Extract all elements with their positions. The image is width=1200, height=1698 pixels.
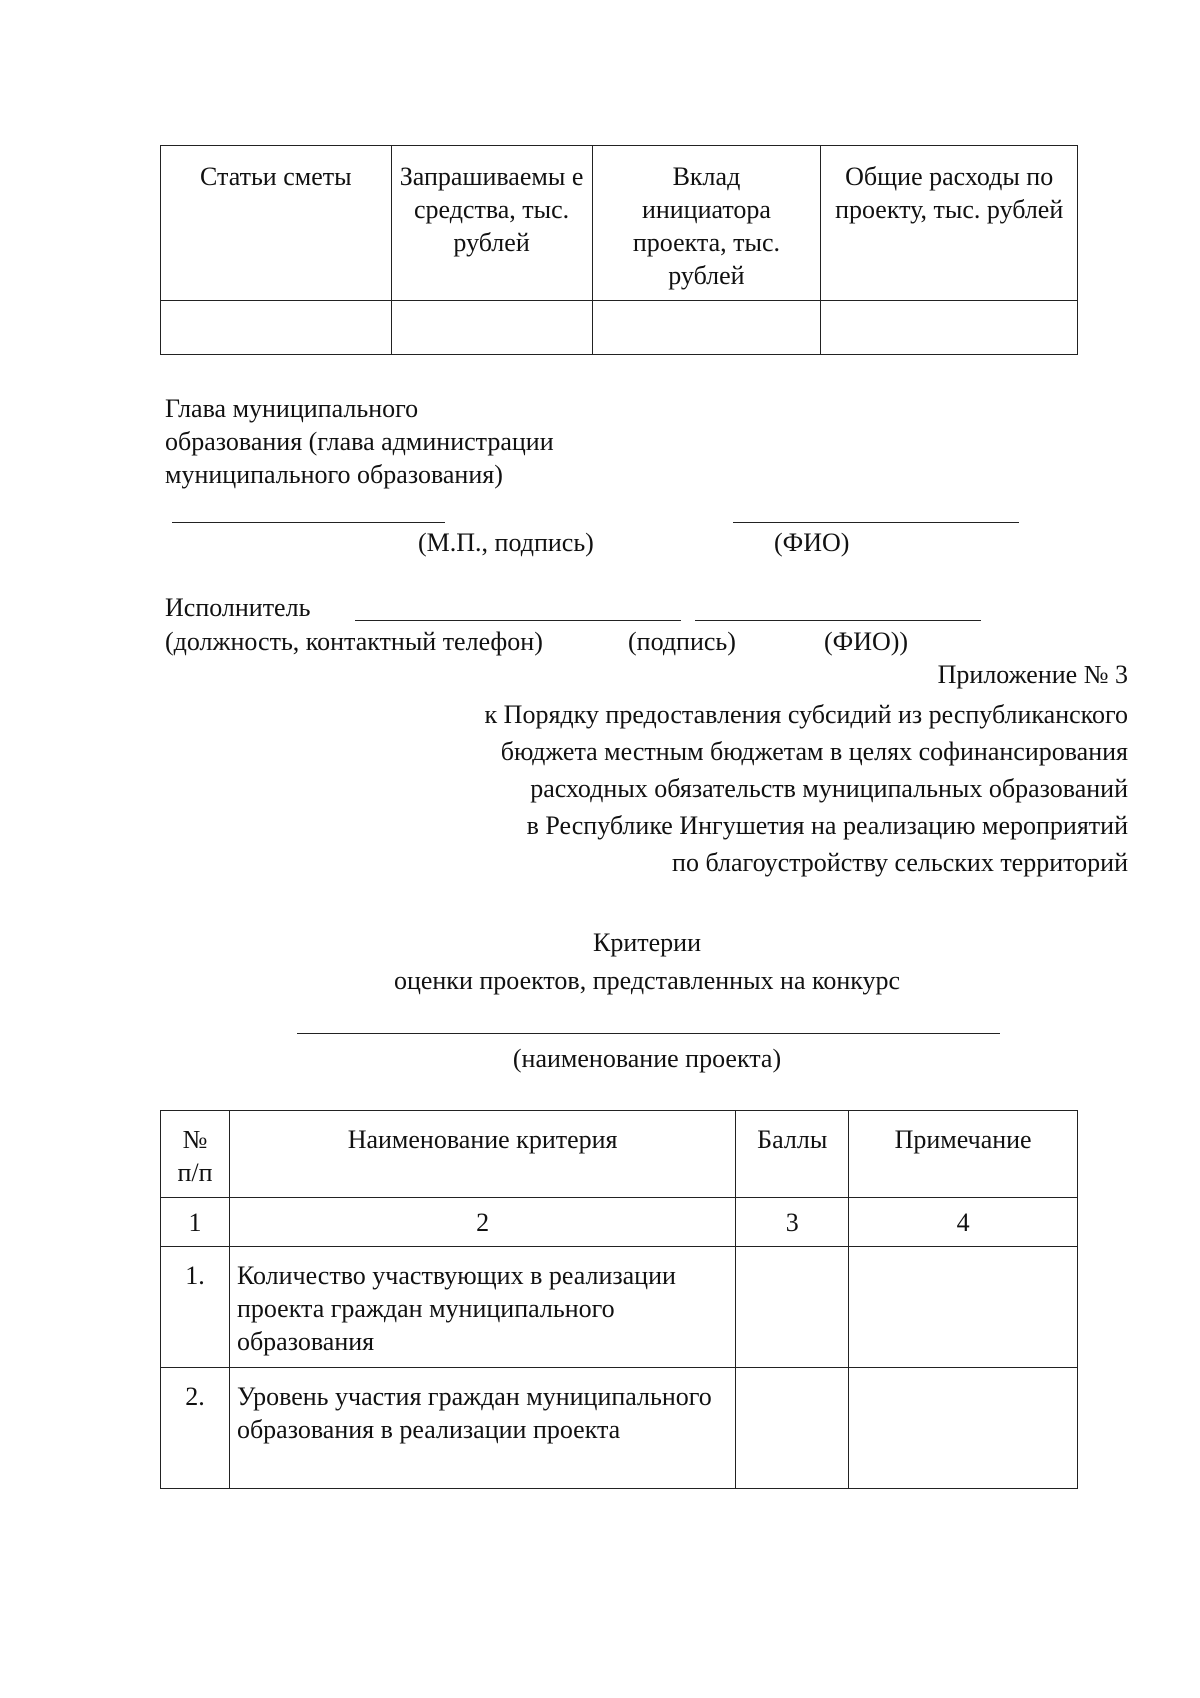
budget-cell[interactable]	[391, 301, 592, 355]
head-title-line: образования (глава администрации	[165, 427, 554, 456]
criteria-header-number: № п/п	[161, 1111, 230, 1198]
criteria-header-note: Примечание	[849, 1111, 1078, 1198]
criteria-header-name: Наименование критерия	[229, 1111, 735, 1198]
project-name-line[interactable]	[297, 1033, 1000, 1034]
appendix-line: бюджета местным бюджетам в целях софинансирования	[500, 737, 1128, 766]
budget-cell[interactable]	[592, 301, 821, 355]
appendix-title: Приложение № 3	[937, 660, 1128, 689]
criterion-number: 1.	[161, 1247, 230, 1368]
criterion-score[interactable]	[736, 1247, 849, 1368]
column-number: 2	[229, 1198, 735, 1247]
executor-fio-caption: (ФИО))	[824, 627, 909, 656]
table-row	[161, 1368, 1078, 1489]
criteria-heading: Критерии	[593, 928, 701, 957]
signature-line[interactable]	[172, 522, 445, 523]
budget-cell[interactable]	[161, 301, 392, 355]
criteria-table	[160, 1110, 1078, 1489]
table-row	[161, 1247, 1078, 1368]
criteria-header-score: Баллы	[736, 1111, 849, 1198]
budget-header-items: Статьи сметы	[161, 146, 392, 301]
column-number: 3	[736, 1198, 849, 1247]
appendix-line: расходных обязательств муниципальных образований	[530, 774, 1128, 803]
criterion-note[interactable]	[849, 1368, 1078, 1489]
mp-caption: (М.П., подпись)	[418, 528, 594, 557]
criterion-name: Уровень участия граждан муниципального образования в реализации проекта	[229, 1368, 735, 1489]
criterion-score[interactable]	[736, 1368, 849, 1489]
criterion-number: 2.	[161, 1368, 230, 1489]
head-title-line: Глава муниципального	[165, 394, 419, 423]
criterion-note[interactable]	[849, 1247, 1078, 1368]
budget-header-contribution: Вклад инициатора проекта, тыс. рублей	[592, 146, 821, 301]
budget-table	[160, 145, 1078, 355]
criteria-table-header-row	[161, 1111, 1078, 1198]
project-name-caption: (наименование проекта)	[512, 1044, 782, 1073]
appendix-line: в Республике Ингушетия на реализацию мероприятий	[526, 811, 1128, 840]
budget-header-requested: Запрашиваемы е средства, тыс. рублей	[391, 146, 592, 301]
column-number: 1	[161, 1198, 230, 1247]
fio-line[interactable]	[733, 522, 1019, 523]
criteria-subheading: оценки проектов, представленных на конкурс	[393, 966, 901, 995]
table-row	[161, 301, 1078, 355]
criteria-column-numbers-row	[161, 1198, 1078, 1247]
executor-position-line[interactable]	[355, 620, 681, 621]
appendix-line: по благоустройству сельских территорий	[672, 848, 1128, 877]
executor-signature-caption: (подпись)	[628, 627, 736, 656]
fio-caption: (ФИО)	[774, 528, 850, 557]
head-title-line: муниципального образования)	[165, 460, 503, 489]
criterion-name: Количество участвующих в реализации проекта граждан муниципального образования	[229, 1247, 735, 1368]
executor-signature-line[interactable]	[695, 620, 981, 621]
appendix-line: к Порядку предоставления субсидий из республиканского	[484, 700, 1128, 729]
executor-position-caption: (должность, контактный телефон)	[165, 627, 543, 656]
head-title	[165, 392, 554, 491]
budget-table-header-row	[161, 146, 1078, 301]
budget-cell[interactable]	[821, 301, 1078, 355]
appendix-text	[485, 696, 1128, 881]
executor-label: Исполнитель	[165, 593, 311, 622]
column-number: 4	[849, 1198, 1078, 1247]
budget-header-total: Общие расходы по проекту, тыс. рублей	[821, 146, 1078, 301]
